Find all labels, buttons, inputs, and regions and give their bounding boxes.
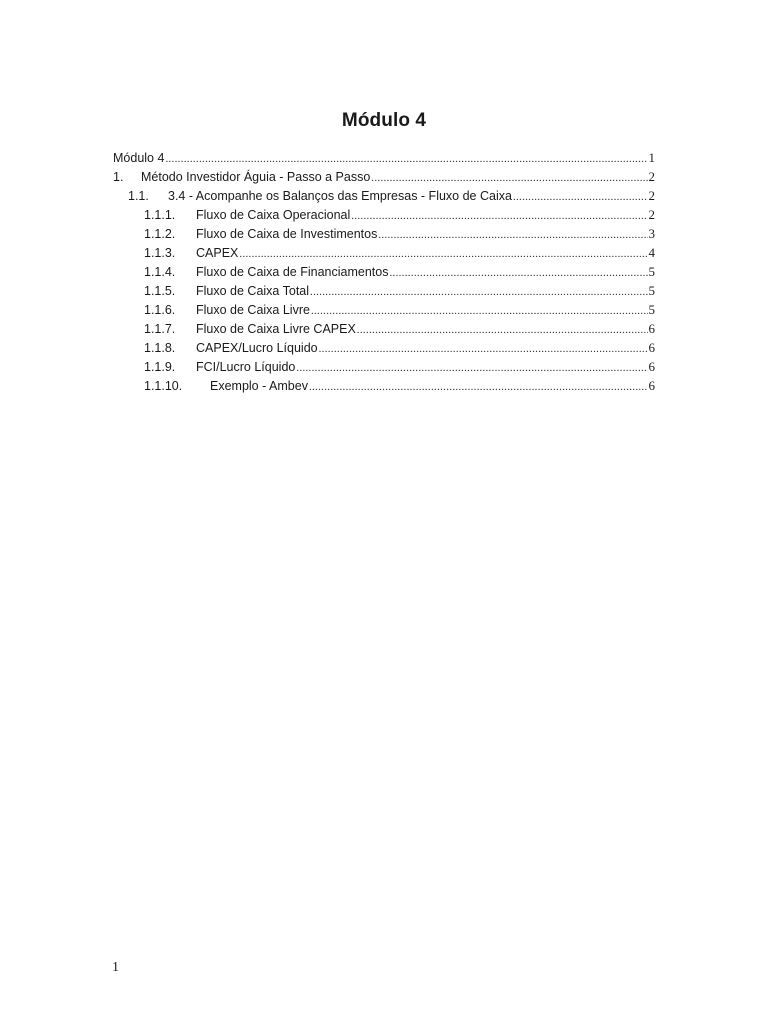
toc-entry-page: 6 xyxy=(648,340,655,355)
toc-entry-page: 5 xyxy=(648,264,655,279)
toc-entry-text: CAPEX/Lucro Líquido xyxy=(196,341,318,355)
toc-leader-dots xyxy=(310,283,647,302)
toc-leader-dots xyxy=(319,340,648,359)
toc-entry-page: 2 xyxy=(648,169,655,184)
toc-entry-acompanhe-balancos[interactable] xyxy=(113,186,655,205)
toc-entry-page: 1 xyxy=(648,150,655,165)
toc-entry-number: 1.1.9. xyxy=(144,360,176,374)
toc-entry-metodo-investidor-aguia[interactable] xyxy=(113,167,655,186)
page-title: Módulo 4 xyxy=(341,110,427,131)
toc-entry-page: 6 xyxy=(648,321,655,336)
toc-leader-dots xyxy=(311,302,648,321)
toc-entry-fluxo-caixa-livre-capex[interactable] xyxy=(113,319,655,338)
toc-entry-page: 3 xyxy=(648,226,655,241)
toc-entry-text: Fluxo de Caixa Livre CAPEX xyxy=(196,322,356,336)
toc-entry-number: 1.1.3. xyxy=(144,246,176,260)
table-of-contents xyxy=(113,148,655,395)
toc-entry-number: 1.1.8. xyxy=(144,341,176,355)
toc-entry-capex[interactable] xyxy=(113,243,655,262)
toc-entry-page: 4 xyxy=(648,245,655,260)
toc-leader-dots xyxy=(513,188,648,207)
toc-entry-text: Exemplo - Ambev xyxy=(210,379,308,393)
toc-leader-dots xyxy=(239,245,647,264)
toc-entry-number: 1.1.4. xyxy=(144,265,176,279)
toc-entry-text: CAPEX xyxy=(196,246,239,260)
toc-leader-dots xyxy=(389,264,647,283)
toc-entry-number: 1.1. xyxy=(128,189,149,203)
toc-entry-page: 6 xyxy=(648,378,655,393)
toc-entry-number: 1.1.10. xyxy=(144,379,183,393)
toc-entry-capex-lucro-liquido[interactable] xyxy=(113,338,655,357)
toc-leader-dots xyxy=(371,169,647,188)
toc-entry-text: Método Investidor Águia - Passo a Passo xyxy=(141,170,371,184)
toc-entry-fluxo-caixa-operacional[interactable] xyxy=(113,205,655,224)
toc-leader-dots xyxy=(351,207,647,226)
toc-leader-dots xyxy=(309,378,648,397)
toc-entry-text: FCI/Lucro Líquido xyxy=(196,360,296,374)
toc-entry-number: 1. xyxy=(113,170,124,184)
toc-entry-number: 1.1.1. xyxy=(144,208,176,222)
toc-entry-modulo-4[interactable] xyxy=(113,148,655,167)
toc-entry-page: 5 xyxy=(648,302,655,317)
toc-entry-text: Fluxo de Caixa de Investimentos xyxy=(196,227,378,241)
toc-entry-fluxo-caixa-livre[interactable] xyxy=(113,300,655,319)
toc-entry-page: 2 xyxy=(648,188,655,203)
toc-entry-number: 1.1.2. xyxy=(144,227,176,241)
toc-leader-dots xyxy=(357,321,648,340)
toc-entry-fci-lucro-liquido[interactable] xyxy=(113,357,655,376)
toc-entry-text: Módulo 4 xyxy=(113,151,165,165)
toc-leader-dots xyxy=(378,226,647,245)
toc-entry-text: Fluxo de Caixa Operacional xyxy=(196,208,351,222)
toc-entry-number: 1.1.6. xyxy=(144,303,176,317)
toc-entry-text: 3.4 - Acompanhe os Balanços das Empresas - Fluxo de Caixa xyxy=(168,189,512,203)
toc-entry-page: 2 xyxy=(648,207,655,222)
toc-entry-fluxo-caixa-investimentos[interactable] xyxy=(113,224,655,243)
toc-leader-dots xyxy=(296,359,647,378)
toc-entry-exemplo-ambev[interactable] xyxy=(113,376,655,395)
toc-entry-text: Fluxo de Caixa de Financiamentos xyxy=(196,265,389,279)
toc-entry-fluxo-caixa-total[interactable] xyxy=(113,281,655,300)
toc-entry-number: 1.1.7. xyxy=(144,322,176,336)
toc-entry-page: 6 xyxy=(648,359,655,374)
toc-entry-text: Fluxo de Caixa Livre xyxy=(196,303,310,317)
toc-entry-number: 1.1.5. xyxy=(144,284,176,298)
toc-leader-dots xyxy=(165,150,647,169)
page-number: 1 xyxy=(112,960,119,975)
toc-entry-text: Fluxo de Caixa Total xyxy=(196,284,310,298)
toc-entry-page: 5 xyxy=(648,283,655,298)
toc-entry-fluxo-caixa-financiamentos[interactable] xyxy=(113,262,655,281)
